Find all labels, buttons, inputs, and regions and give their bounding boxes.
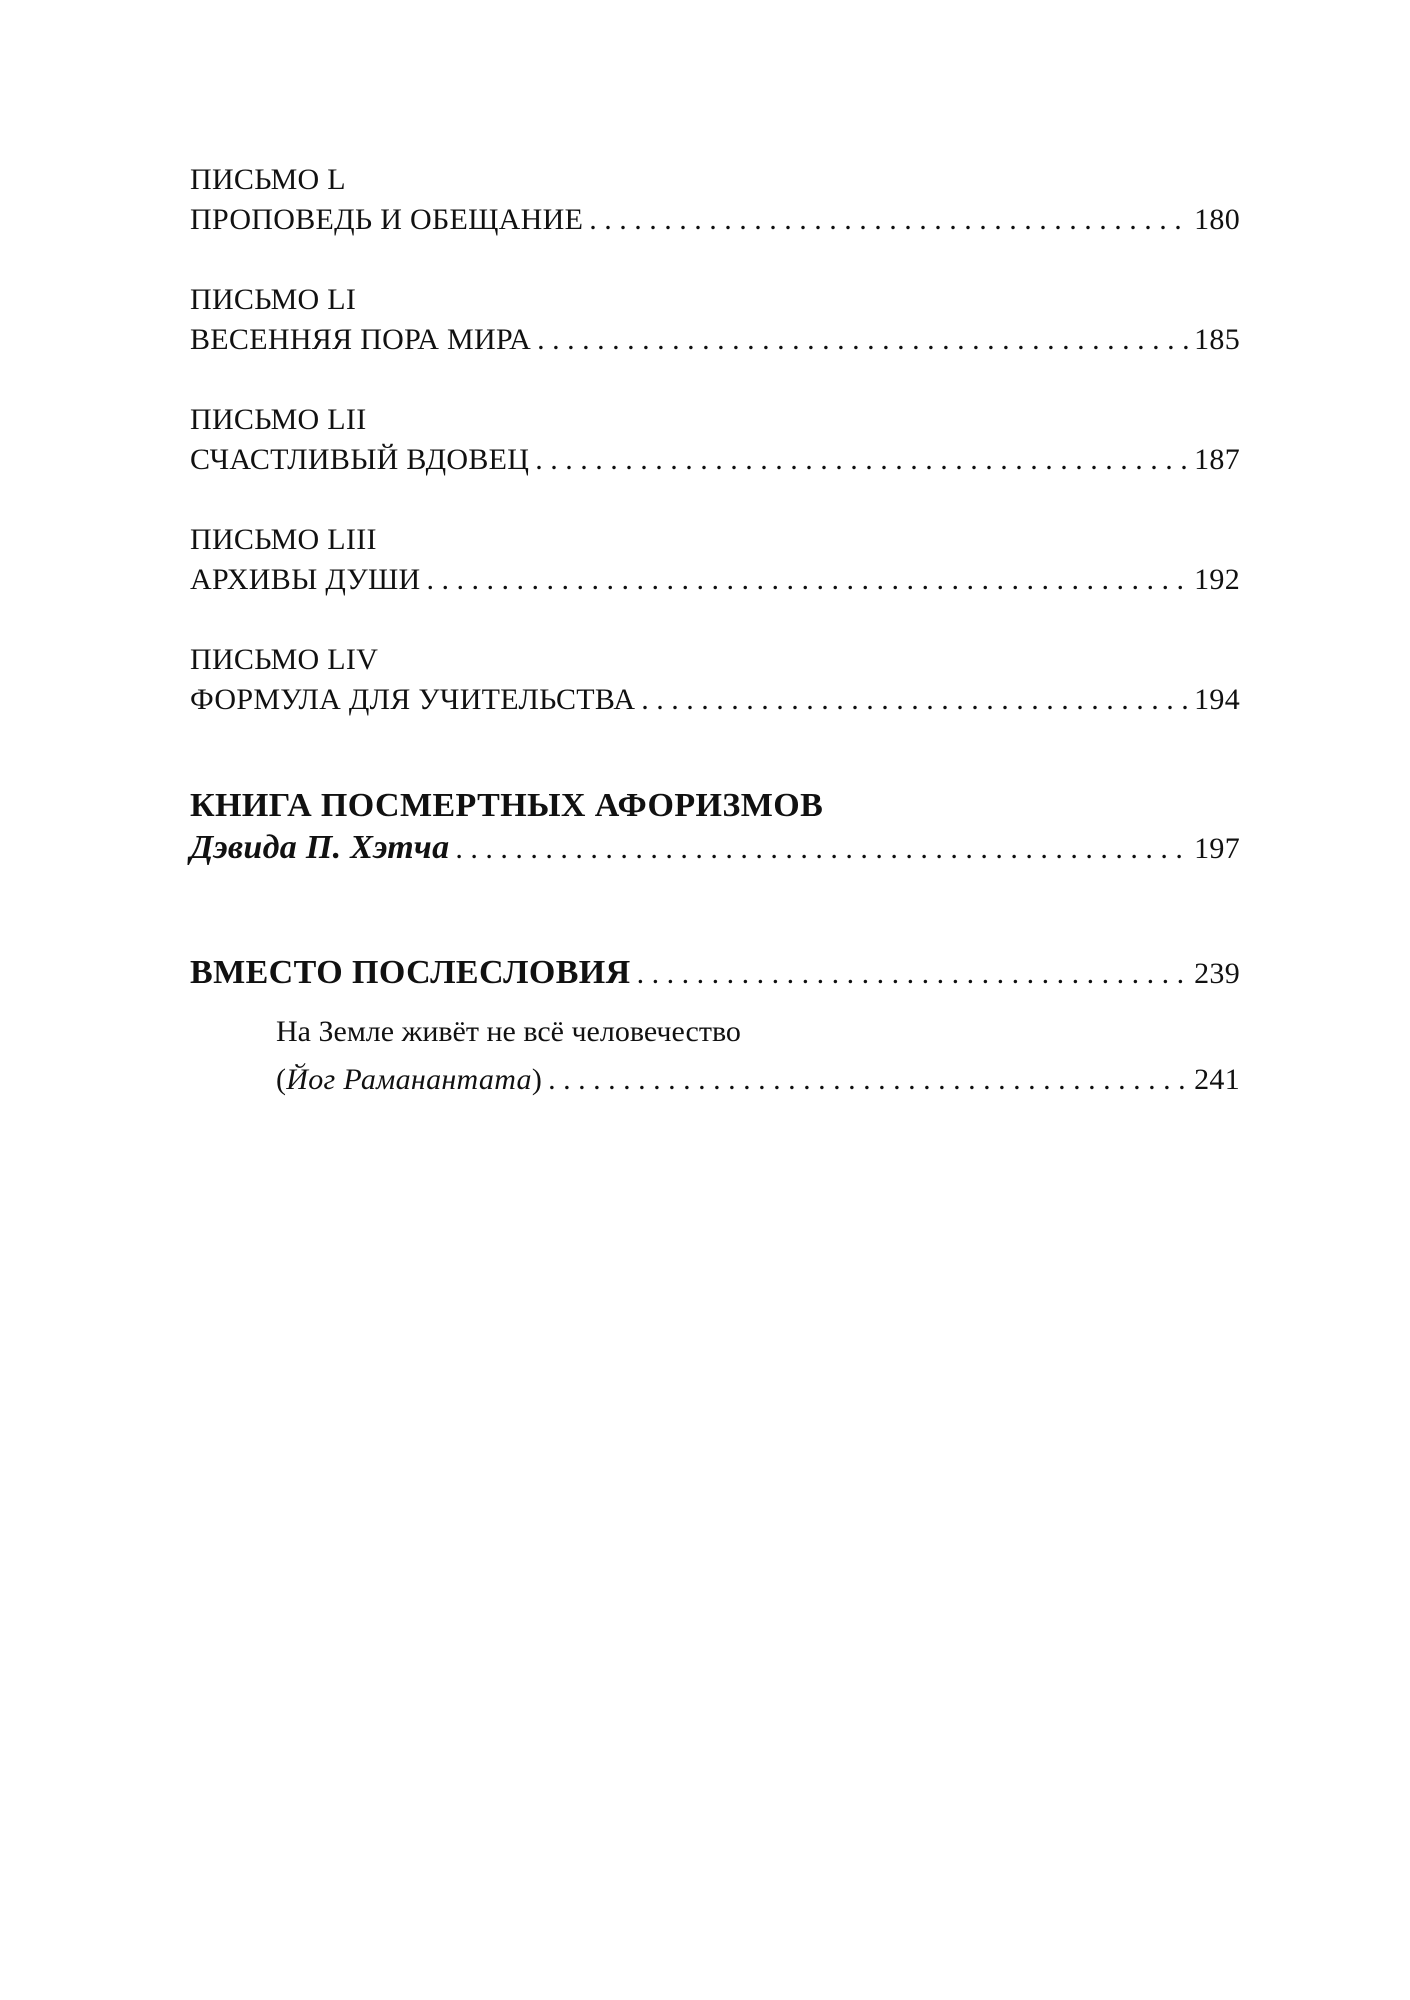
dot-leader <box>537 320 1188 360</box>
letter-number: ПИСЬМО LI <box>190 283 357 316</box>
page-number: 187 <box>1194 443 1240 476</box>
toc-entry-letter-53 <box>190 520 1240 600</box>
paren-close: ) <box>531 1063 543 1096</box>
dot-leader <box>641 680 1188 720</box>
dot-leader <box>427 560 1189 600</box>
toc-row[interactable] <box>190 440 1240 480</box>
toc-entry-letter-54 <box>190 640 1240 720</box>
entry-title: СЧАСТЛИВЫЙ ВДОВЕЦ <box>190 443 530 476</box>
letter-number: ПИСЬМО L <box>190 163 346 196</box>
dot-leader <box>637 954 1189 994</box>
page-number: 239 <box>1194 957 1240 990</box>
author-name: Йог Раманантата <box>286 1063 532 1096</box>
letter-number: ПИСЬМО LIII <box>190 523 377 556</box>
toc-entry-letter-51 <box>190 280 1240 360</box>
paren-open: ( <box>276 1063 287 1096</box>
book-heading: КНИГА ПОСМЕРТНЫХ АФОРИЗМОВ <box>190 787 824 824</box>
toc-row[interactable] <box>190 680 1240 720</box>
toc-row[interactable] <box>190 560 1240 600</box>
dot-leader <box>455 829 1188 869</box>
entry-title: ВЕСЕННЯЯ ПОРА МИРА <box>190 323 532 356</box>
subentry-title: На Земле живёт не всё человечество <box>276 1015 741 1048</box>
toc-entry-book-aphorisms <box>190 784 1240 869</box>
book-author: Дэвида П. Хэтча <box>190 829 450 866</box>
dot-leader <box>535 440 1188 480</box>
page-number: 185 <box>1194 323 1240 356</box>
toc-row[interactable] <box>276 1058 1240 1102</box>
dot-leader <box>589 200 1188 240</box>
afterword-subentry <box>276 1006 1240 1102</box>
entry-title: ФОРМУЛА ДЛЯ УЧИТЕЛЬСТВА <box>190 683 636 716</box>
page-number: 194 <box>1194 683 1240 716</box>
page-number: 192 <box>1194 563 1240 596</box>
afterword-heading: ВМЕСТО ПОСЛЕСЛОВИЯ <box>190 954 631 991</box>
dot-leader <box>548 1058 1188 1102</box>
page-number: 180 <box>1194 203 1240 236</box>
page-number: 241 <box>1194 1063 1240 1096</box>
letter-number: ПИСЬМО LII <box>190 403 367 436</box>
page-number: 197 <box>1194 832 1240 865</box>
toc-entry-letter-50 <box>190 160 1240 240</box>
entry-title: АРХИВЫ ДУШИ <box>190 563 421 596</box>
subentry-author <box>276 1058 542 1102</box>
toc-entry-afterword <box>190 953 1240 1102</box>
toc-entry-letter-52 <box>190 400 1240 480</box>
entry-title: ПРОПОВЕДЬ И ОБЕЩАНИЕ <box>190 203 584 236</box>
toc-row[interactable] <box>190 320 1240 360</box>
table-of-contents <box>190 160 1240 1102</box>
toc-row[interactable] <box>190 828 1240 869</box>
toc-row[interactable] <box>190 200 1240 240</box>
toc-row[interactable] <box>190 953 1240 994</box>
letter-number: ПИСЬМО LIV <box>190 643 379 676</box>
